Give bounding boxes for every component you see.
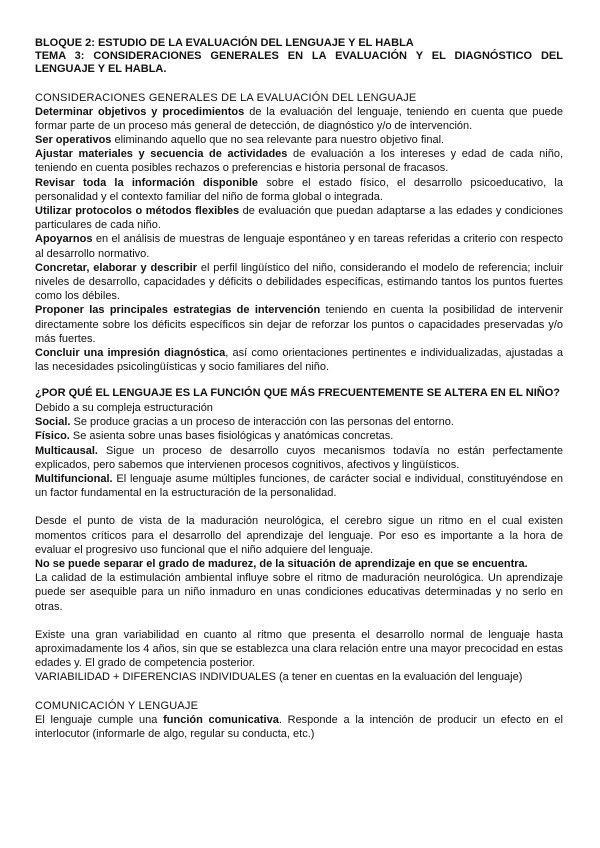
maturation-section — [35, 514, 563, 613]
list-item: Ajustar materiales y secuencia de actividades de evaluación a los intereses y edad de cada niño, teniendo en cuenta posibles rechazos o preferencias e historia personal de fracasos. — [35, 148, 563, 175]
list-item: Determinar objetivos y procedimientos de la evaluación del lenguaje, teniendo en cuenta que puede formar parte de un proceso más general de detección, de diagnóstico y/o de intervención. — [35, 105, 563, 132]
list-item: Utilizar protocolos o métodos flexibles de evaluación que puedan adaptarse a las edades y condiciones particulares de cada niño. — [35, 205, 563, 232]
list-item: Social. Se produce gracias a un proceso de interacción con las personas del entorno. — [35, 416, 454, 429]
list-item: Multifuncional. El lenguaje asume múltiples funciones, de carácter social e individual, constituyéndose en un factor fundamental en la estructuración de la personalidad. — [35, 472, 563, 500]
paragraph: Desde el punto de vista de la maduración neurológica, el cerebro sigue un ritmo en el cual existen momentos críticos para el desarrollo del aprendizaje del lenguaje. Por eso es importante a la hora de evaluar el progresivo uso funcional que el niño adquiere del lenguaje. — [35, 515, 563, 556]
list-item: Concretar, elaborar y describir el perfil lingüístico del niño, considerando el modelo de referencia; incluir niveles de desarrollo, capacidades y déficits o debilidades específicas, estimando tantos los puntos fuertes como los débiles. — [35, 261, 563, 303]
reasons-intro: Debido a su compleja estructuración — [35, 401, 213, 414]
list-item: Proponer las principales estrategias de intervención teniendo en cuenta la posibilidad de intervenir directamente sobre los déficits específicos sin dejar de reforzar los puntos o capacidades preservadas y/o más fuertes. — [35, 304, 564, 345]
paragraph: La calidad de la estimulación ambiental influye sobre el ritmo de maduración neurológica. Un aprendizaje puede ser asequible para un niño inmaduro en unas condiciones educativas determinadas y no serlo en otras. — [35, 572, 563, 613]
block-heading: BLOQUE 2: ESTUDIO DE LA EVALUACIÓN DEL LENGUAJE Y EL HABLA — [35, 37, 414, 49]
paragraph: Existe una gran variabilidad en cuanto al ritmo que presenta el desarrollo normal de lenguaje hasta aproximadamente los 4 años, sin que se establezca una clara relación entre una mayor precocidad en estas edades y. El grado de competencia posterior. — [35, 628, 563, 670]
list-item: Apoyarnos en el análisis de muestras de lenguaje espontáneo y en tareas referidas a criterio con respecto al desarrollo normativo. — [35, 233, 563, 260]
document-page — [35, 37, 563, 741]
list-item: Revisar toda la información disponible sobre el estado físico, el desarrollo psicoeducativo, la personalidad y el contexto familiar del niño de forma global o integrada. — [35, 176, 563, 203]
paragraph: VARIABILIDAD + DIFERENCIAS INDIVIDUALES (a tener en cuentas en la evaluación del lenguaje) — [35, 671, 523, 684]
list-item: Concluir una impresión diagnóstica, así como orientaciones pertinentes e individualizadas, ajustadas a las necesidades psicolingüísticas y socio familiares del niño. — [35, 347, 563, 374]
section-title-considerations: CONSIDERACIONES GENERALES DE LA EVALUACIÓN DEL LENGUAJE — [35, 91, 417, 104]
topic-heading: TEMA 3: CONSIDERACIONES GENERALES EN LA EVALUACIÓN Y EL DIAGNÓSTICO DEL LENGUAJE Y EL HABLA. — [35, 50, 563, 76]
list-item: Multicausal. Sigue un proceso de desarrollo cuyos mecanismos todavía no están perfectamente explicados, pero sabemos que intervienen procesos cognitivos, afectivos y lingüísticos. — [35, 444, 563, 471]
paragraph: El lenguaje cumple una función comunicativa. Responde a la intención de producir un efecto en el interlocutor (informarle de algo, regular su conducta, etc.) — [35, 713, 563, 740]
list-item: Ser operativos eliminando aquello que no sea relevante para nuestro objetivo final. — [35, 134, 445, 147]
reasons-list — [35, 401, 563, 500]
considerations-list — [35, 105, 563, 375]
bold-statement: No se puede separar el grado de madurez, de la situación de aprendizaje en que se encuentra. — [35, 558, 528, 570]
list-item: Físico. Se asienta sobre unas bases fisiológicas y anatómicas concretas. — [35, 430, 394, 443]
question-heading: ¿POR QUÉ EL LENGUAJE ES LA FUNCIÓN QUE MÁS FRECUENTEMENTE SE ALTERA EN EL NIÑO? — [35, 387, 560, 400]
variability-section — [35, 628, 563, 685]
section-title-communication: COMUNICACIÓN Y LENGUAJE — [35, 699, 199, 712]
